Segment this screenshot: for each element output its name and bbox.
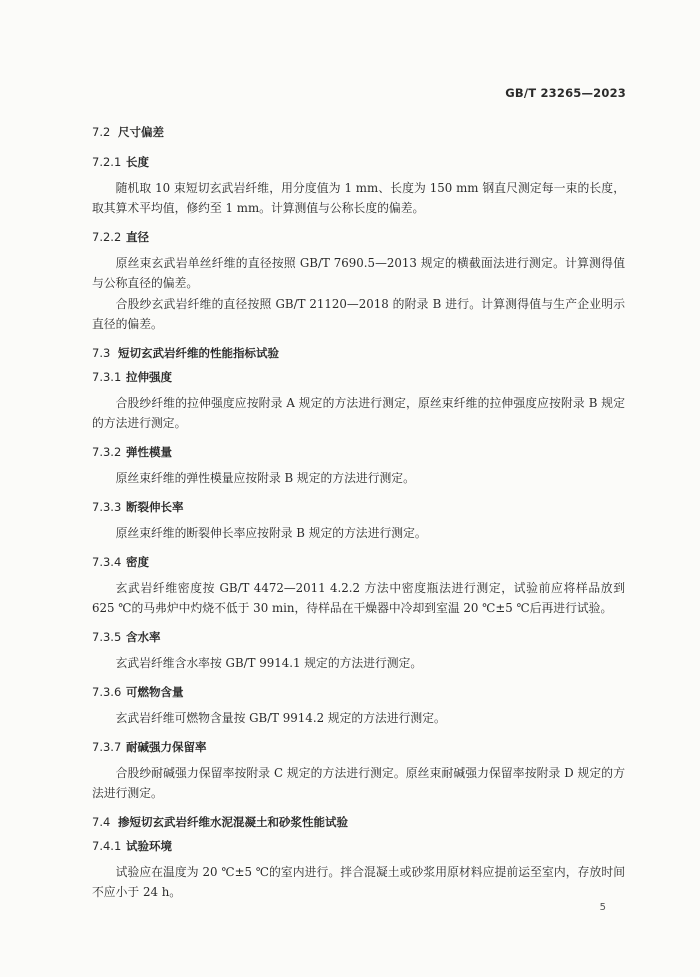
heading-title: 直径 bbox=[126, 230, 149, 244]
heading-title: 耐碱强力保留率 bbox=[126, 740, 207, 754]
heading-title: 含水率 bbox=[126, 630, 161, 644]
heading-title: 尺寸偏差 bbox=[118, 125, 164, 139]
heading-title: 密度 bbox=[126, 555, 149, 569]
paragraph-test-environment: 试验应在温度为 20 ℃±5 ℃的室内进行。拌合混凝土或砂浆用原材料应提前运至室内，存放时间不应小于 24 h。 bbox=[92, 865, 625, 899]
heading-7-3-4 bbox=[92, 554, 625, 570]
heading-number: 7.3.1 bbox=[92, 370, 122, 384]
heading-7-3-3 bbox=[92, 499, 625, 515]
heading-number: 7.3.2 bbox=[92, 445, 122, 459]
heading-7-3-5 bbox=[92, 629, 625, 645]
heading-title: 长度 bbox=[126, 155, 149, 169]
paragraph-density: 玄武岩纤维密度按 GB/T 4472—2011 4.2.2 方法中密度瓶法进行测定，试验前应将样品放到 625 ℃的马弗炉中灼烧不低于 30 min，待样品在干燥器中冷却到室温 20 ℃±5 ℃后再进行试验。 bbox=[92, 581, 625, 615]
heading-number: 7.3.6 bbox=[92, 685, 122, 699]
heading-7-2 bbox=[92, 124, 625, 140]
heading-7-3 bbox=[92, 345, 625, 361]
heading-number: 7.3.7 bbox=[92, 740, 122, 754]
heading-number: 7.4 bbox=[92, 815, 111, 829]
heading-title: 掺短切玄武岩纤维水泥混凝土和砂浆性能试验 bbox=[118, 815, 348, 829]
heading-7-3-6 bbox=[92, 684, 625, 700]
paragraph-elastic-modulus: 原丝束纤维的弹性模量应按附录 B 规定的方法进行测定。 bbox=[115, 471, 415, 485]
heading-number: 7.3.4 bbox=[92, 555, 122, 569]
heading-7-4 bbox=[92, 814, 625, 830]
heading-title: 弹性模量 bbox=[126, 445, 172, 459]
heading-title: 短切玄武岩纤维的性能指标试验 bbox=[118, 346, 279, 360]
heading-number: 7.2.2 bbox=[92, 230, 122, 244]
heading-number: 7.2 bbox=[92, 125, 111, 139]
heading-number: 7.3.5 bbox=[92, 630, 122, 644]
heading-number: 7.4.1 bbox=[92, 839, 122, 853]
paragraph-combustible: 玄武岩纤维可燃物含量按 GB/T 9914.2 规定的方法进行测定。 bbox=[115, 711, 446, 725]
heading-7-2-2 bbox=[92, 229, 625, 245]
heading-7-3-2 bbox=[92, 444, 625, 460]
heading-7-3-1 bbox=[92, 369, 625, 385]
heading-number: 7.2.1 bbox=[92, 155, 122, 169]
paragraph-diameter-strand: 原丝束玄武岩单丝纤维的直径按照 GB/T 7690.5—2013 规定的横截面法进行测定。计算测得值与公称直径的偏差。 bbox=[92, 256, 625, 290]
standard-code: GB/T 23265—2023 bbox=[505, 86, 626, 100]
paragraph-elongation: 原丝束纤维的断裂伸长率应按附录 B 规定的方法进行测定。 bbox=[115, 526, 427, 540]
paragraph-alkali-resistance: 合股纱耐碱强力保留率按附录 C 规定的方法进行测定。原丝束耐碱强力保留率按附录 D 规定的方法进行测定。 bbox=[92, 766, 625, 800]
paragraph-diameter-yarn: 合股纱玄武岩纤维的直径按照 GB/T 21120—2018 的附录 B 进行。计算测得值与生产企业明示直径的偏差。 bbox=[92, 297, 625, 331]
page-body bbox=[92, 124, 625, 902]
heading-7-4-1 bbox=[92, 838, 625, 854]
page-number: 5 bbox=[599, 902, 606, 913]
paragraph-moisture: 玄武岩纤维含水率按 GB/T 9914.1 规定的方法进行测定。 bbox=[115, 656, 423, 670]
paragraph-length: 随机取 10 束短切玄武岩纤维，用分度值为 1 mm、长度为 150 mm 钢直尺测定每一束的长度，取其算术平均值，修约至 1 mm。计算测值与公称长度的偏差。 bbox=[92, 181, 625, 215]
heading-title: 试验环境 bbox=[126, 839, 172, 853]
paragraph-tensile-strength: 合股纱纤维的拉伸强度应按附录 A 规定的方法进行测定，原丝束纤维的拉伸强度应按附录 B 规定的方法进行测定。 bbox=[92, 396, 625, 430]
heading-number: 7.3.3 bbox=[92, 500, 122, 514]
heading-title: 可燃物含量 bbox=[126, 685, 184, 699]
heading-7-3-7 bbox=[92, 739, 625, 755]
heading-title: 拉伸强度 bbox=[126, 370, 172, 384]
heading-number: 7.3 bbox=[92, 346, 111, 360]
heading-title: 断裂伸长率 bbox=[126, 500, 184, 514]
heading-7-2-1 bbox=[92, 154, 625, 170]
